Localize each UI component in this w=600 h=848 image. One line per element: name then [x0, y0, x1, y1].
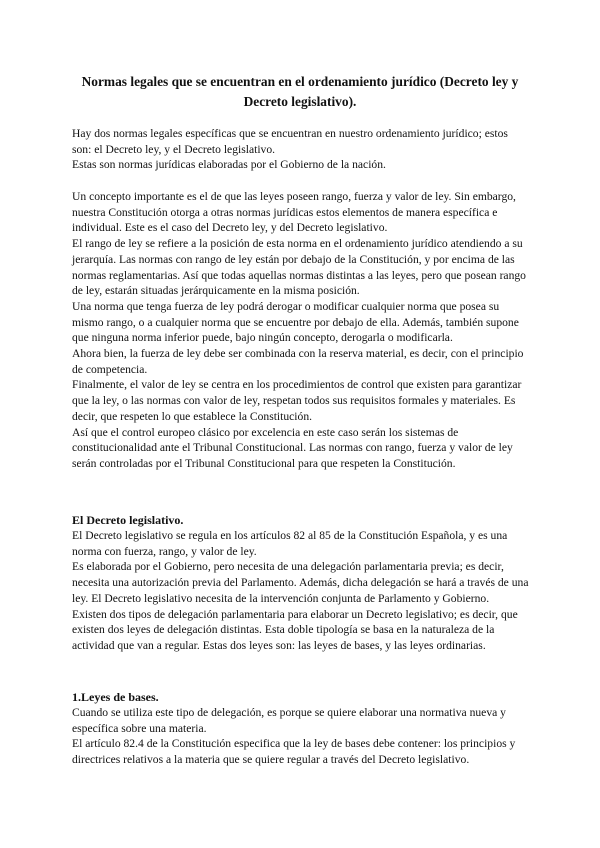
leyes-de-bases-section: [72, 689, 530, 768]
paragraph: Cuando se utiliza este tipo de delegación, es porque se quiere elaborar una normativa nueva y específica sobre una materia.: [72, 706, 506, 735]
paragraph: Una norma que tenga fuerza de ley podrá derogar o modificar cualquier norma que posea su mismo rango, o a cualquier norma que se encuentre por debajo de ella. Además, también supone que ninguna norma inferior puede, bajo ningún concepto, derogarla o modificarla.: [72, 299, 519, 345]
intro-section: [72, 126, 530, 173]
paragraph: Finalmente, el valor de ley se centra en los procedimientos de control que existen para garantizar que la ley, o las normas con valor de ley, respetan todos sus requisitos formales y materiales. Es decir, que respeten lo que establece la Constitución.: [72, 378, 522, 423]
decreto-legislativo-section: [72, 512, 530, 654]
concept-section: [72, 189, 530, 472]
section-heading: El Decreto legislativo.: [72, 513, 184, 527]
paragraph: Un concepto importante es el de que las leyes poseen rango, fuerza y valor de ley. Sin embargo, nuestra Constitución otorga a otras normas jurídicas estos elementos de manera específica e individual. Este es el caso del Decreto ley, y del Decreto legislativo.: [72, 190, 516, 235]
paragraph: Así que el control europeo clásico por excelencia en este caso serán los sistemas de constitucionalidad ante el Tribunal Constitucional. Las normas con rango, fuerza y valor de ley serán controladas por el Tribunal Constitucional para que respeten la Constitución.: [72, 425, 513, 470]
section-heading: 1.Leyes de bases.: [72, 690, 159, 704]
document-title: Normas legales que se encuentran en el ordenamiento jurídico (Decreto ley y Decreto legislativo).: [81, 74, 519, 109]
paragraph: Ahora bien, la fuerza de ley debe ser combinada con la reserva material, es decir, con el principio de competencia.: [72, 347, 524, 376]
paragraph: El Decreto legislativo se regula en los artículos 82 al 85 de la Constitución Española, y es una norma con fuerza, rango, y valor de ley.: [72, 529, 508, 558]
paragraph: Estas son normas jurídicas elaboradas por el Gobierno de la nación.: [72, 158, 386, 172]
paragraph: Existen dos tipos de delegación parlamentaria para elaborar un Decreto legislativo; es decir, que existen dos leyes de delegación distintas. Esta doble tipología se basa en la naturaleza de la actividad que van a regular. Estas dos leyes son: las leyes de bases, y las leyes ordinarias.: [72, 607, 518, 652]
paragraph: El rango de ley se refiere a la posición de esta norma en el ordenamiento jurídico atendiendo a su jerarquía. Las normas con rango de ley están por debajo de la Constitución, y por encima de las normas reglamentarias. Así que todas aquellas normas distintas a las leyes, pero que posean rango de ley, estarán situadas jerárquicamente en la misma posición.: [72, 237, 526, 298]
paragraph: Es elaborada por el Gobierno, pero necesita de una delegación parlamentaria previa; es decir, necesita una autorización previa del Parlamento. Además, dicha delegación se hará a través de una ley. El Decreto legislativo necesita de la intervención conjunta de Parlamento y Gobierno.: [72, 560, 529, 605]
paragraph: El artículo 82.4 de la Constitución especifica que la ley de bases debe contener: los principios y directrices relativos a la materia que se quiere regular a través del Decreto legislativo.: [72, 737, 516, 767]
paragraph: Hay dos normas legales específicas que se encuentran en nuestro ordenamiento jurídico; estos son: el Decreto ley, y el Decreto legislativo.: [72, 127, 508, 156]
